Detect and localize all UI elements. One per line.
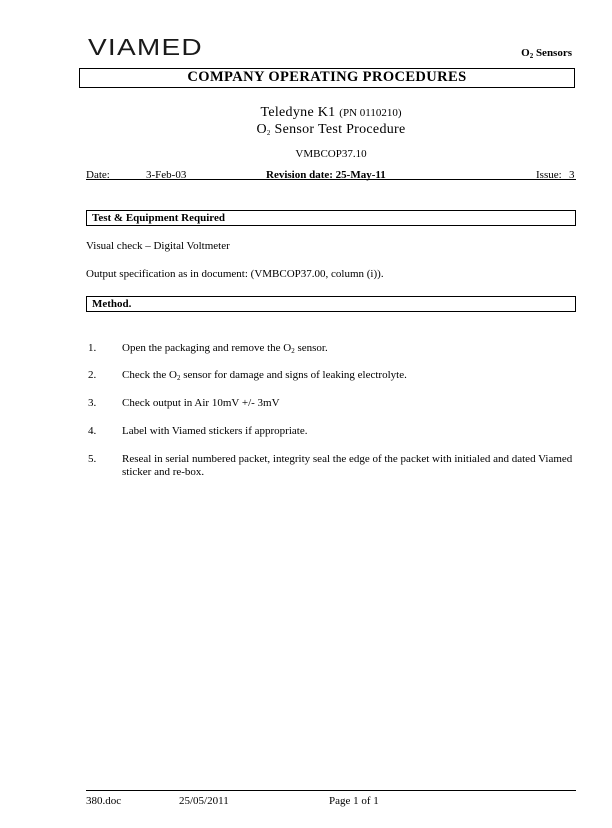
method-section-heading: Method. bbox=[86, 296, 576, 312]
step-text bbox=[122, 342, 578, 358]
step-text-part: Check the O bbox=[122, 369, 177, 381]
equipment-line-2: Output specification as in document: (VMBCOP37.00, column (i)). bbox=[86, 268, 384, 280]
date-label: Date: bbox=[86, 169, 110, 181]
step-number: 5. bbox=[88, 453, 97, 465]
step-text-part: Open the packaging and remove the O bbox=[122, 342, 292, 354]
footer-filename: 380.doc bbox=[86, 795, 122, 807]
document-id: VMBCOP37.10 bbox=[295, 148, 367, 160]
section-title-o: O bbox=[521, 47, 530, 59]
step-text-part: sensor for damage and signs of leaking electrolyte. bbox=[180, 369, 407, 381]
equipment-section-heading: Test & Equipment Required bbox=[86, 210, 576, 226]
step-text bbox=[122, 453, 578, 479]
meta-divider bbox=[86, 179, 576, 180]
revision-date: Revision date: 25-May-11 bbox=[266, 169, 386, 181]
step-text-part: Label with Viamed stickers if appropriate. bbox=[122, 425, 308, 437]
part-number: (PN 0110210) bbox=[339, 107, 402, 119]
product-name-line bbox=[79, 105, 583, 121]
step-text bbox=[122, 369, 578, 385]
step-subscript: 2 bbox=[291, 347, 295, 355]
step-number: 3. bbox=[88, 397, 97, 409]
product-name: Teledyne K1 bbox=[260, 105, 340, 120]
step-text bbox=[122, 397, 578, 410]
step-number: 4. bbox=[88, 425, 97, 437]
test-o: O bbox=[256, 122, 267, 137]
step-text bbox=[122, 425, 578, 438]
footer-date: 25/05/2011 bbox=[179, 795, 229, 807]
test-subscript: 2 bbox=[266, 129, 271, 137]
step-number: 1. bbox=[88, 342, 97, 354]
footer-divider bbox=[86, 790, 576, 791]
step-subscript: 2 bbox=[176, 374, 181, 382]
step-number: 2. bbox=[88, 369, 97, 381]
issue-label: Issue: bbox=[536, 169, 562, 181]
section-title bbox=[521, 47, 572, 60]
step-text-part: Reseal in serial numbered packet, integrity seal the edge of the packet with initialed and dated Viamed sticker and re-box. bbox=[122, 453, 573, 478]
test-procedure-title bbox=[79, 122, 583, 138]
viamed-logo: VIAMED bbox=[88, 34, 203, 60]
date-value: 3-Feb-03 bbox=[146, 169, 187, 181]
footer-page-number: Page 1 of 1 bbox=[329, 795, 379, 807]
step-text-part: Check output in Air 10mV +/- 3mV bbox=[122, 397, 280, 409]
section-title-rest: Sensors bbox=[533, 47, 572, 59]
test-rest: Sensor Test Procedure bbox=[270, 122, 406, 137]
issue-value: 3 bbox=[569, 169, 575, 181]
step-text-part: sensor. bbox=[294, 342, 328, 354]
document-title: COMPANY OPERATING PROCEDURES bbox=[79, 68, 575, 88]
equipment-line-1: Visual check – Digital Voltmeter bbox=[86, 240, 230, 252]
section-title-subscript: 2 bbox=[529, 52, 534, 60]
